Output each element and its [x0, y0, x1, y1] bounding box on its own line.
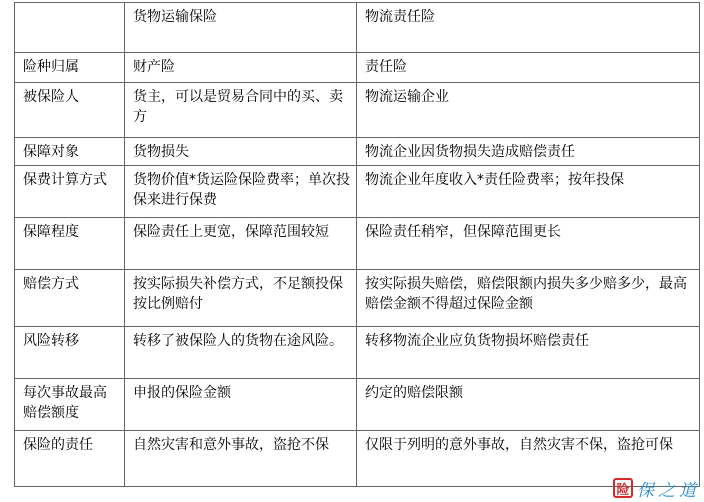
cargo-cell: 财产险: [125, 53, 357, 83]
table-row: [15, 53, 700, 83]
header-row: [15, 3, 700, 53]
liability-cell: 转移物流企业应负货物损坏赔偿责任: [357, 327, 700, 379]
cargo-cell: 保险责任上更宽，保障范围较短: [125, 218, 357, 270]
liability-cell: 按实际损失赔偿，赔偿限额内损失多少赔多少，最高赔偿金额不得超过保险金额: [357, 270, 700, 327]
cargo-cell: 自然灾害和意外事故，盗抢不保: [125, 431, 357, 487]
table-row: [15, 431, 700, 487]
comparison-table: [14, 2, 700, 487]
header-logistics-liability: 物流责任险: [357, 3, 700, 53]
row-label-cell: 保费计算方式: [15, 166, 125, 218]
liability-cell: 责任险: [357, 53, 700, 83]
logo-mark-icon: 险: [613, 478, 633, 498]
cargo-cell: 转移了被保险人的货物在途风险。: [125, 327, 357, 379]
watermark-logo: [613, 476, 700, 500]
cargo-cell: 按实际损失补偿方式，不足额投保按比例赔付: [125, 270, 357, 327]
liability-cell: 物流企业年度收入*责任险费率；按年投保: [357, 166, 700, 218]
row-label-cell: 被保险人: [15, 83, 125, 138]
header-corner-cell: [15, 3, 125, 53]
liability-cell: 物流企业因货物损失造成赔偿责任: [357, 138, 700, 166]
cargo-cell: 申报的保险金额: [125, 379, 357, 431]
row-label-cell: 风险转移: [15, 327, 125, 379]
row-label-cell: 保障程度: [15, 218, 125, 270]
row-label-cell: 保障对象: [15, 138, 125, 166]
table-row: [15, 218, 700, 270]
table-row: [15, 166, 700, 218]
row-label-cell: 险种归属: [15, 53, 125, 83]
row-label-cell: 保险的责任: [15, 431, 125, 487]
liability-cell: 约定的赔偿限额: [357, 379, 700, 431]
liability-cell: 仅限于列明的意外事故，自然灾害不保，盗抢可保: [357, 431, 700, 487]
table-row: [15, 138, 700, 166]
row-label-cell: 每次事故最高赔偿额度: [15, 379, 125, 431]
cargo-cell: 货主，可以是贸易合同中的买、卖方: [125, 83, 357, 138]
liability-cell: 保险责任稍窄，但保障范围更长: [357, 218, 700, 270]
table-row: [15, 270, 700, 327]
table-row: [15, 83, 700, 138]
cargo-cell: 货物损失: [125, 138, 357, 166]
row-label-cell: 赔偿方式: [15, 270, 125, 327]
table-row: [15, 379, 700, 431]
logo-text: 保之道: [637, 480, 700, 501]
liability-cell: 物流运输企业: [357, 83, 700, 138]
cargo-cell: 货物价值*货运险保险费率；单次投保来进行保费: [125, 166, 357, 218]
table-row: [15, 327, 700, 379]
header-cargo-insurance: 货物运输保险: [125, 3, 357, 53]
